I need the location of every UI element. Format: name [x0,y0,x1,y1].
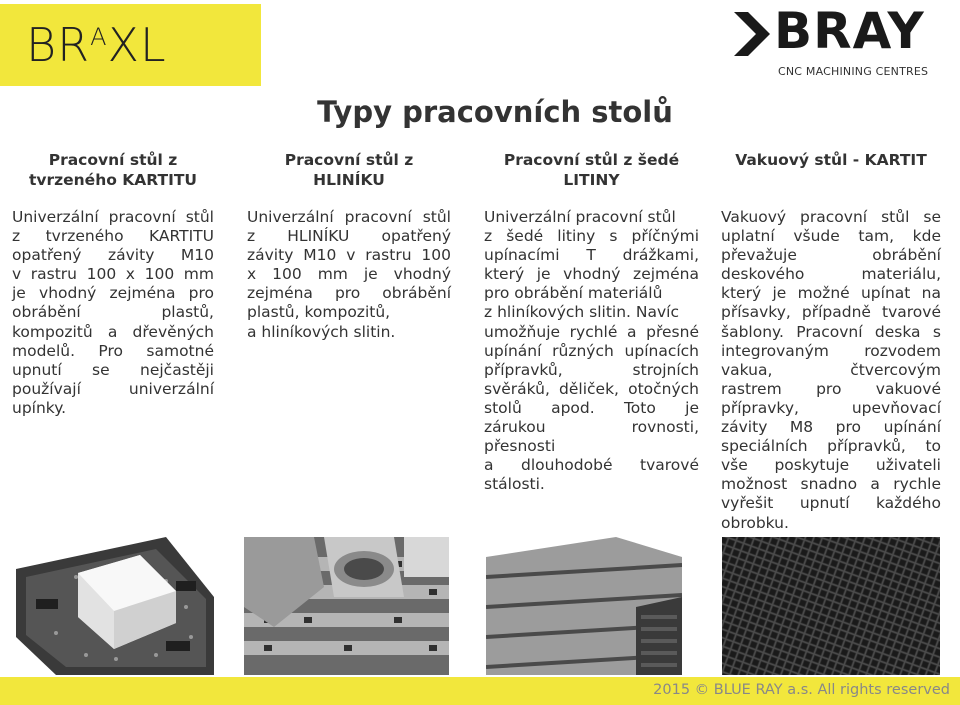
footer-bar [0,677,960,705]
column-hlinik [247,150,451,341]
photo-aluminium-table [244,537,449,675]
photo-kartit-table [16,537,214,675]
column-litina [484,150,699,494]
bray-wordmark: BRAY [774,2,925,60]
braxl-logo [0,4,261,86]
bray-logo [734,2,944,80]
bray-tagline: CNC MACHINING CENTRES [778,65,929,78]
column-heading: Pracovní stůl z tvrzeného KARTITU [28,151,198,189]
column-kartit [12,150,214,417]
copyright-text: 2015 © BLUE RAY a.s. All rights reserved [653,682,950,698]
braxl-logo-text: $BR^AXL$ [26,18,167,72]
column-body: Univerzální pracovní stůl z tvrzeného KARTITU opatřený závity M10 v rastru 100 x 100 mm je vhodný zejména pro obrábění plastů, kompozitů a dřevěných modelů. Pro samotné upnutí se nejčastěji používají univerzální upínky. [12,208,214,417]
column-heading: Pracovní stůl z šedé LITINY [503,151,680,189]
column-body: Vakuový pracovní stůl se uplatní všude tam, kde převažuje obrábění deskového materiálu, který je možné upínat na přísavky, případně tvarové šablony. Pracovní deska s integrovaným rozvodem vakua, čtvercovým rastrem pro vakuové přípravky, upevňovací závity M8 pro upínání speciálních přípravků, to vše poskytuje uživateli možnost snadno a rychle vyřešit upnutí každého obrobku. [721,208,941,532]
column-heading: Vakuový stůl - KARTIT [735,151,927,169]
bray-chevron-icon [734,12,770,56]
body-line-with-extra: z hliníkových slitin. Navíc [484,303,680,322]
column-heading: Pracovní stůl z HLINÍKU [284,151,414,189]
photo-vacuum-table [722,537,940,675]
photo-cast-iron-table [486,537,682,675]
column-body: Univerzální pracovní stůl z HLINÍKU opatřený závity M10 v rastru 100 x 100 mm je vhodný zejména pro obrábění plastů, kompozitů, a hliníkových slitin. [247,208,451,341]
page-title: Typy pracovních stolů [317,95,673,129]
column-body: Univerzální pracovní stůl z šedé litiny s příčnými upínacími T drážkami, který je vhodný zejména pro obrábění materiálů z hliníkových slitin. Navíc umožňuje rychlé a přesné upínání různých upínacích přípravků, strojních svěráků, děliček, otočných stolů apod. Toto je zárukou rovnosti, přesnosti a dlouhodobé tvarové stálosti. [484,208,699,494]
column-vakuovy [721,150,941,532]
